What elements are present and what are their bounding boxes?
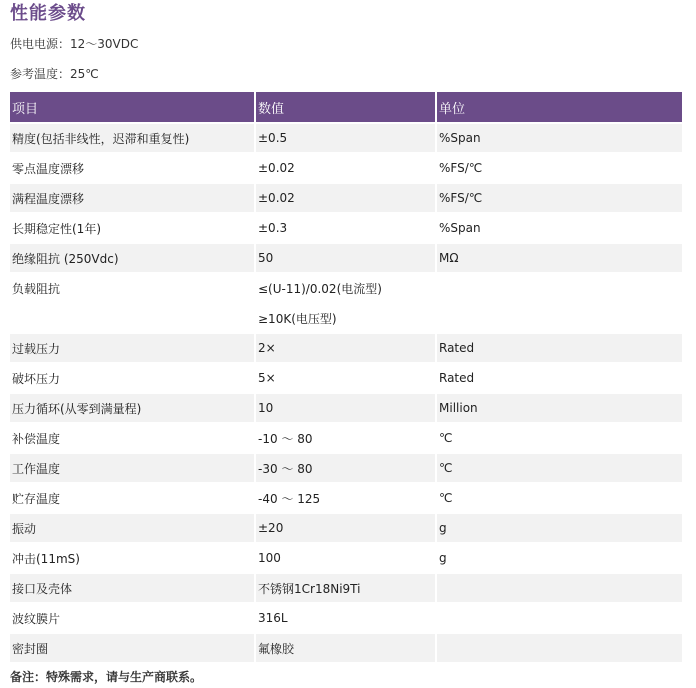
cell-value: 不锈钢1Cr18Ni9Ti (255, 573, 436, 603)
cell-value: ±0.02 (255, 183, 436, 213)
cell-unit: MΩ (436, 243, 682, 273)
table-row (10, 153, 682, 183)
table-row (10, 603, 682, 633)
table-row (10, 183, 682, 213)
table-header-row (10, 92, 682, 123)
cell-unit: g (436, 543, 682, 573)
cell-item: 绝缘阻抗 (250Vdc) (10, 243, 255, 273)
table-row (10, 213, 682, 243)
cell-unit: ℃ (436, 483, 682, 513)
table-row (10, 393, 682, 423)
cell-unit: ℃ (436, 423, 682, 453)
cell-value: 氟橡胶 (255, 633, 436, 663)
header-unit: 单位 (436, 92, 682, 123)
cell-unit: %Span (436, 213, 682, 243)
cell-unit (436, 273, 682, 303)
table-row (10, 303, 682, 333)
cell-unit: Million (436, 393, 682, 423)
cell-value: -40 ～ 125 (255, 483, 436, 513)
cell-unit (436, 633, 682, 663)
cell-value: ≥10K(电压型) (255, 303, 436, 333)
header-item: 项目 (10, 92, 255, 123)
table-row (10, 123, 682, 153)
page-title: 性能参数 (10, 3, 86, 24)
cell-value: -10 ～ 80 (255, 423, 436, 453)
cell-value: ±0.5 (255, 123, 436, 153)
cell-item: 负载阻抗 (10, 273, 255, 303)
cell-item: 振动 (10, 513, 255, 543)
cell-unit: %FS/℃ (436, 183, 682, 213)
cell-value: 5× (255, 363, 436, 393)
cell-value: 316L (255, 603, 436, 633)
table-row (10, 423, 682, 453)
cell-value: ≤(U-11)/0.02(电流型) (255, 273, 436, 303)
cell-item: 零点温度漂移 (10, 153, 255, 183)
cell-item: 工作温度 (10, 453, 255, 483)
cell-item: 波纹膜片 (10, 603, 255, 633)
cell-unit (436, 603, 682, 633)
cell-value: 50 (255, 243, 436, 273)
table-row (10, 333, 682, 363)
cell-unit: g (436, 513, 682, 543)
table-row (10, 363, 682, 393)
cell-unit: ℃ (436, 453, 682, 483)
cell-item: 满程温度漂移 (10, 183, 255, 213)
cell-item: 冲击(11mS) (10, 543, 255, 573)
table-row (10, 243, 682, 273)
cell-item: 破坏压力 (10, 363, 255, 393)
cell-item: 贮存温度 (10, 483, 255, 513)
cell-value: ±20 (255, 513, 436, 543)
cell-unit: %Span (436, 123, 682, 153)
cell-unit (436, 303, 682, 333)
cell-value: ±0.3 (255, 213, 436, 243)
cell-item: 精度(包括非线性，迟滞和重复性) (10, 123, 255, 153)
spec-table (10, 92, 682, 664)
table-row (10, 543, 682, 573)
table-row (10, 513, 682, 543)
cell-item: 压力循环(从零到满量程) (10, 393, 255, 423)
table-row (10, 633, 682, 663)
cell-item: 补偿温度 (10, 423, 255, 453)
cell-unit (436, 573, 682, 603)
cell-value: ±0.02 (255, 153, 436, 183)
cell-unit: Rated (436, 333, 682, 363)
cell-value: 10 (255, 393, 436, 423)
cell-item: 过载压力 (10, 333, 255, 363)
footnote-text: 备注：特殊需求，请与生产商联系。 (10, 670, 203, 684)
table-row (10, 453, 682, 483)
cell-unit: Rated (436, 363, 682, 393)
cell-unit: %FS/℃ (436, 153, 682, 183)
cell-item (10, 303, 255, 333)
cell-value: 100 (255, 543, 436, 573)
cell-item: 密封圈 (10, 633, 255, 663)
cell-item: 接口及壳体 (10, 573, 255, 603)
header-value: 数值 (255, 92, 436, 123)
power-supply-text: 供电电源：12～30VDC (10, 37, 139, 51)
cell-value: 2× (255, 333, 436, 363)
cell-item: 长期稳定性(1年) (10, 213, 255, 243)
table-row (10, 573, 682, 603)
table-row (10, 273, 682, 303)
table-row (10, 483, 682, 513)
reference-temperature-text: 参考温度：25℃ (10, 67, 99, 81)
cell-value: -30 ～ 80 (255, 453, 436, 483)
